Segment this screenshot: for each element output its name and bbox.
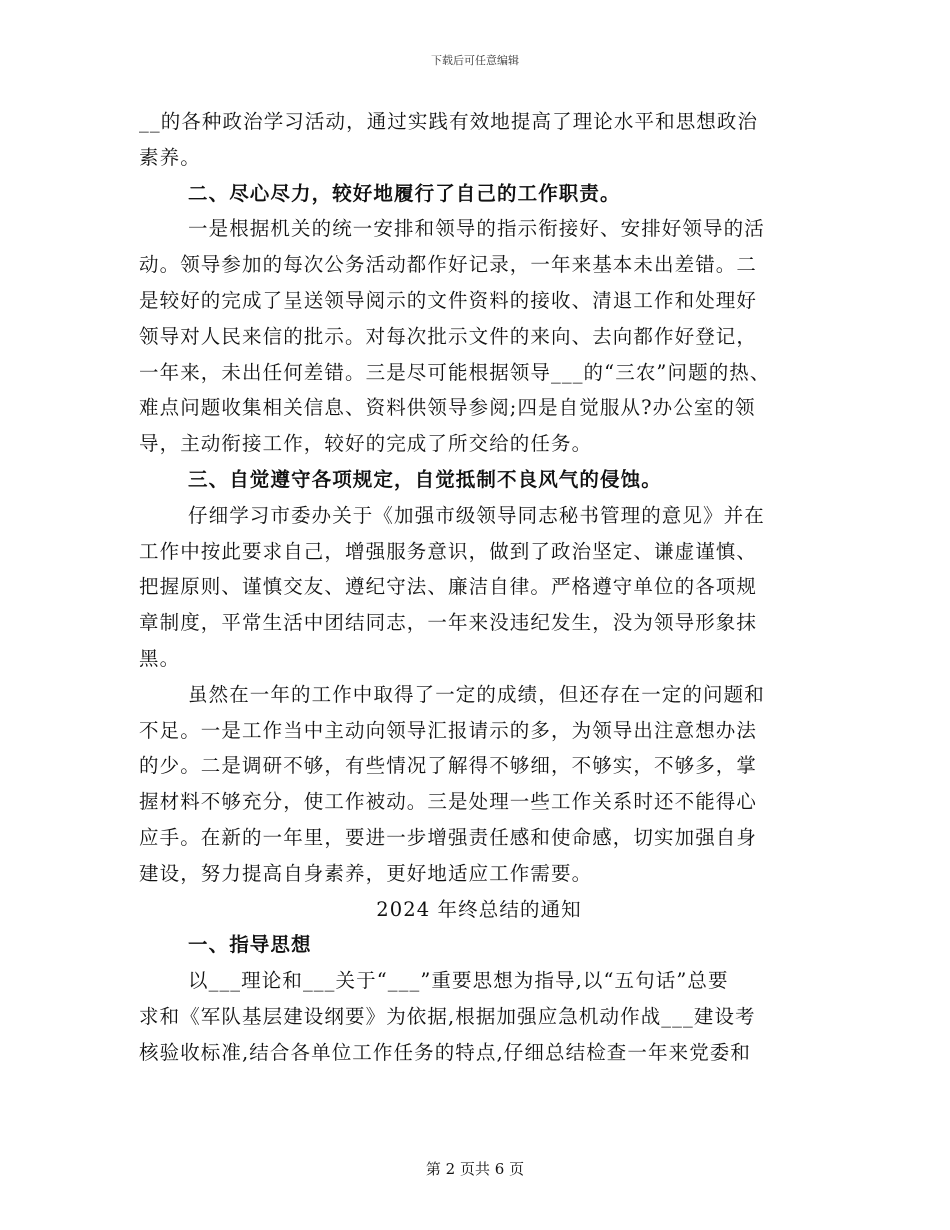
line-text: 核验收标准,结合各单位工作任务的特点,仔细总结检查一年来党委和	[139, 1040, 751, 1064]
line-text: 是较好的完成了呈送领导阅示的文件资料的接收、清退工作和处理好	[139, 288, 758, 312]
section-heading	[139, 927, 819, 963]
body-text-line	[139, 498, 819, 534]
body-text-line	[139, 677, 819, 713]
line-text: 不足。一是工作当中主动向领导汇报请示的多，为领导出注意想办法	[139, 718, 758, 742]
body-text-line	[139, 319, 819, 355]
line-text: 求和《军队基层建设纲要》为依据,根据加强应急机动作战___建设考	[139, 1004, 756, 1028]
line-text: 动。领导参加的每次公务活动都作好记录，一年来基本未出差错。二	[139, 253, 758, 277]
line-text: 的少。二是调研不够，有些情况了解得不够细，不够实，不够多，掌	[139, 754, 758, 778]
body-text-line	[139, 820, 819, 856]
body-text-line	[139, 605, 819, 641]
line-text: 一年来，未出任何差错。三是尽可能根据领导___的“三农”问题的热、	[139, 360, 771, 384]
line-text: 2024 年终总结的通知	[376, 897, 582, 921]
line-text: 握材料不够充分，使工作被动。三是处理一些工作关系时还不能得心	[139, 790, 758, 814]
body-text-line	[139, 748, 819, 784]
body-text-line	[139, 641, 819, 677]
line-text: 领导对人民来信的批示。对每次批示文件的来向、去向都作好登记，	[139, 324, 758, 348]
body-text-line	[139, 426, 819, 462]
line-text: 素养。	[139, 145, 201, 169]
line-text: 二、尽心尽力，较好地履行了自己的工作职责。	[188, 181, 621, 205]
body-text-line	[139, 140, 819, 176]
body-text-line	[139, 211, 819, 247]
body-text-line	[139, 355, 819, 391]
line-text: 黑。	[139, 646, 181, 670]
line-text: 一是根据机关的统一安排和领导的指示衔接好、安排好领导的活	[188, 217, 765, 241]
body-text-line	[139, 963, 819, 999]
line-text: 把握原则、谨慎交友、遵纪守法、廉洁自律。严格遵守单位的各项规	[139, 575, 758, 599]
line-text: 以___理论和___关于“___”重要思想为指导,以“五句话”总要	[188, 969, 729, 993]
body-text-line	[139, 1035, 819, 1071]
line-text: 工作中按此要求自己，增强服务意识，做到了政治坚定、谦虚谨慎、	[139, 539, 758, 563]
section-heading	[139, 176, 819, 212]
body-text-line	[139, 999, 819, 1035]
document-body	[139, 104, 819, 1071]
body-text-line	[139, 569, 819, 605]
line-text: 难点问题收集相关信息、资料供领导参阅;四是自觉服从?办公室的领	[139, 396, 756, 420]
body-text-line	[139, 534, 819, 570]
section-title	[139, 892, 819, 928]
body-text-line	[139, 283, 819, 319]
line-text: 导，主动衔接工作，较好的完成了所交给的任务。	[139, 432, 593, 456]
body-text-line	[139, 247, 819, 283]
section-heading	[139, 462, 819, 498]
line-text: 一、指导思想	[188, 933, 312, 957]
line-text: 三、自觉遵守各项规定，自觉抵制不良风气的侵蚀。	[188, 467, 662, 491]
body-text-line	[139, 390, 819, 426]
page-number-footer: 第 2 页共 6 页	[425, 1160, 525, 1178]
line-text: 应手。在新的一年里，要进一步增强责任感和使命感，切实加强自身	[139, 825, 758, 849]
line-text: __的各种政治学习活动，通过实践有效地提高了理论水平和思想政治	[139, 110, 759, 133]
line-text: 仔细学习市委办关于《加强市级领导同志秘书管理的意见》并在	[188, 503, 765, 527]
line-text: 建设，努力提高自身素养，更好地适应工作需要。	[139, 861, 593, 885]
body-text-line	[139, 104, 819, 140]
body-text-line	[139, 784, 819, 820]
page-header-note: 下载后可任意编辑	[431, 54, 519, 67]
line-text: 虽然在一年的工作中取得了一定的成绩，但还存在一定的问题和	[188, 682, 765, 706]
body-text-line	[139, 713, 819, 749]
body-text-line	[139, 856, 819, 892]
line-text: 章制度，平常生活中团结同志，一年来没违纪发生，没为领导形象抹	[139, 611, 758, 635]
